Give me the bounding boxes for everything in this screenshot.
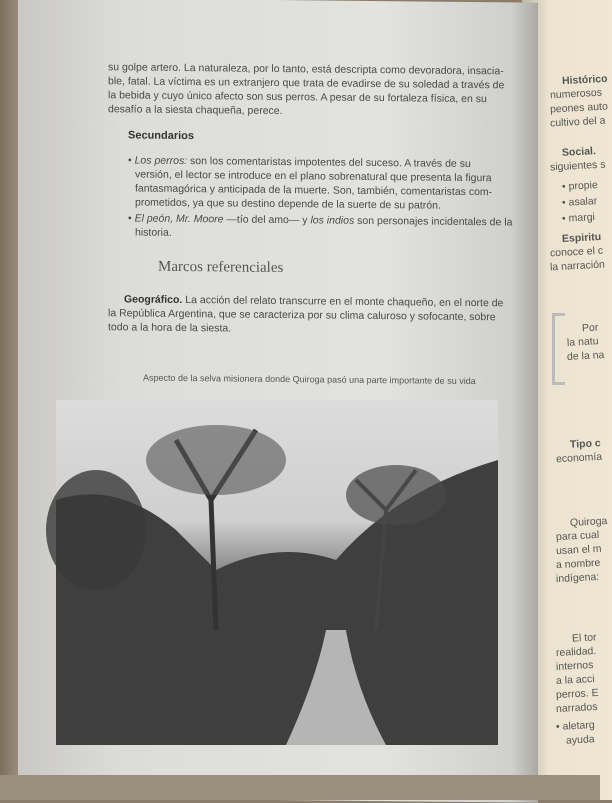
paragraph-line: la bebida y cuyo único afecto son sus perros. A pesar de su fortaleza física, en su — [108, 89, 487, 106]
geo-line: la República Argentina, que se caracteriza por su clima caluroso y sofocante, sobre — [108, 307, 496, 324]
right-page-text: a nombre — [555, 556, 601, 572]
bullet-line: fantasmagórica y anticipada de la muerte. Son, también, comentaristas com- — [135, 182, 493, 199]
right-page-text: Espiritu — [561, 230, 602, 246]
paragraph-line: desafío a la siesta chaqueña, perece. — [108, 103, 283, 118]
bullet-item: • Los perros: son los comentaristas impotentes del suceso. A través de su — [128, 154, 471, 171]
right-page-text: internos — [555, 659, 594, 673]
bullet-text: son los comentaristas impotentes del suceso. A través de su — [190, 155, 471, 171]
right-page-text: • margi — [561, 211, 596, 225]
right-page-text: a la acci — [555, 672, 595, 688]
right-page-text: la narración — [549, 258, 606, 274]
geo-text: La acción del relato transcurre en el monte chaqueño, en el norte de — [182, 293, 504, 310]
paragraph-line: su golpe artero. La naturaleza, por lo tanto, está descripta como devoradora, insacia- — [108, 61, 504, 78]
right-page-text: Quiroga — [569, 515, 608, 529]
right-page-text: • aletarg — [555, 718, 595, 734]
right-page-text: perros. E — [555, 686, 599, 702]
secundarios-heading: Secundarios — [128, 129, 195, 143]
right-page-text: Por — [581, 321, 599, 335]
bullet-line: prometidos, ya que su destino depende de la suerte de su patrón. — [135, 196, 441, 212]
bullet-item: • El peón, Mr. Moore —tío del amo— y los indios son personajes incidentales de la — [128, 212, 513, 229]
photo-caption: Aspecto de la selva misionera donde Quiroga pasó una parte importante de su vida — [143, 372, 476, 387]
right-page-text: la natu — [566, 335, 599, 349]
table-surface — [0, 775, 600, 800]
right-page-text: Histórico — [561, 72, 608, 88]
right-page-text: indígena: — [555, 570, 600, 586]
quote-bracket — [552, 313, 565, 385]
section-title: Marcos referenciales — [158, 258, 284, 277]
bullet-text: son personajes incidentales de la — [354, 214, 513, 229]
right-page-text: narrados — [555, 700, 598, 716]
geo-term: Geográfico. — [124, 293, 183, 306]
right-page-text: conoce el c — [549, 244, 604, 260]
bullet-line: versión, el lector se introduce en el plano sobrenatural que presenta la figura — [135, 168, 492, 185]
right-page-text: El tor — [571, 631, 597, 645]
forest-road-photo — [56, 400, 498, 745]
right-page-text: cultivo del a — [549, 114, 606, 130]
right-page-text: • asalar — [561, 195, 598, 209]
right-page-text: numerosos — [549, 86, 603, 102]
right-page-text: Social. — [561, 145, 597, 159]
bullet-term: los indios — [310, 214, 355, 227]
right-page-text: realidad. — [555, 644, 597, 660]
right-page-text: de la na — [566, 349, 605, 363]
right-page-text: economía — [555, 450, 603, 466]
bullet-term: Los perros: — [134, 154, 188, 168]
bullet-line: historia. — [135, 226, 172, 239]
right-page-text: siguientes s — [549, 158, 606, 174]
geo-line: todo a la hora de la siesta. — [108, 321, 232, 335]
right-page-text: peones auto — [549, 100, 609, 116]
bullet-text: —tío del amo— y — [223, 213, 311, 227]
bullet-term: El peón, Mr. Moore — [134, 212, 224, 226]
right-page-text: para cual — [555, 528, 600, 544]
paragraph-line: ble, fatal. La víctima es un extranjero que trata de evadirse de su soledad a través de — [108, 75, 505, 92]
right-page-text: usan el m — [555, 542, 602, 558]
right-page-text: ayuda — [565, 733, 595, 747]
right-page-text: • propie — [561, 179, 599, 193]
right-page-text: Tipo c — [569, 437, 602, 451]
